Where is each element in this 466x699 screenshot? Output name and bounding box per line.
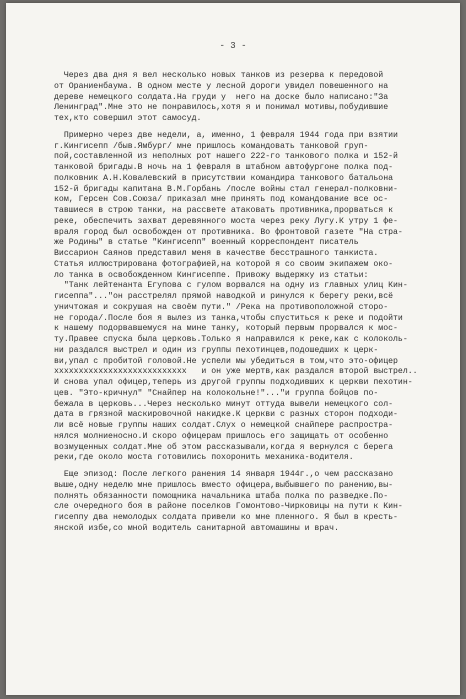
text-line: ком, Герсен Сов.Союза/ приказал мне принять под командование все ос- — [54, 195, 389, 205]
text-line: сле очередного боя в районе поселков Гомонтово-Чирковицы на пути к Кин- — [54, 502, 403, 512]
text-line: И снова упал офицер,теперь из другой группы подходивших к церкви пехотин- — [54, 378, 413, 387]
text-line: танковой бригады.В ночь на 1 февраля в штабном автофургоне полка под- — [54, 163, 394, 172]
text-line: янской избе,со мной водитель санитарной автомашины и врач. — [54, 523, 339, 533]
text-line: "Танк лейтенанта Егупова с гулом ворвался на одну из главных улиц Кин- — [54, 281, 408, 291]
text-line: тех,кто совершил этот самосуд. — [54, 114, 202, 123]
text-line: ни раздался выстрел и один из группы пехотинцев,подошедших к церк- — [54, 345, 379, 355]
text-line: гисеппа"..."он расстрелял прямой наводкой и ринулся к берегу реки,всё — [54, 292, 394, 301]
text-line: полковник А.Н.Ковалевский в присутствии командира танкового батальона — [54, 173, 394, 183]
text-line: ли всё новые группы наших солдат.Слух о немецкой снайпере распростра- — [54, 421, 394, 430]
text-line: тавшиеся в строю танки, на рассвете атаковать противника,прорваться к — [54, 206, 394, 215]
text-line: ви,упал с пробитой головой.Не успели мы убедиться в том,что это-офицер — [54, 356, 398, 366]
text-line: Еще эпизод: После легкого ранения 14 января 1944г.,о чем рассказано — [54, 470, 394, 479]
text-line: реки,где около моста готовились похоронить механика-водителя. — [54, 453, 354, 463]
paragraph — [54, 470, 452, 535]
page-number: - 3 - — [219, 41, 247, 51]
text-line: Примерно через две недели, а, именно, 1 февраля 1944 года при взятии — [54, 130, 398, 140]
text-line: враля город был освобожден от противника. Во фронтовой газете "На стра- — [54, 227, 403, 237]
text-line: не города/.После боя я вылез из танка,чтобы спуститься к реке и подойти — [54, 313, 403, 323]
text-line: же Родины" в статье "Кингисепп" военный корреспондент писатель — [54, 238, 359, 248]
text-line: Ленинград".Мне это не понравилось,хотя я и понимал мотивы,побудившие — [54, 103, 389, 113]
text-line: цев. "Это-кричнул" "Снайпер на колокольне!"..."и группа бойцов по- — [54, 388, 379, 398]
paragraph — [54, 131, 452, 464]
text-line: уничтожая и сокрушая на своём пути." /Река на противоположной сторо- — [54, 302, 389, 312]
text-line: возмущенных солдат.Мне об этом рассказывали,когда я вернулся с берега — [54, 442, 394, 452]
text-line: гисеппу два немолодых солдата привели ко мне пленного. Я был в кресть- — [54, 513, 398, 522]
text-line: ло танка в освобожденном Кингисеппе. Привожу выдержку из статьи: — [54, 270, 369, 280]
text-line: Статья иллюстрирована фотографией,на которой я со своим экипажем око- — [54, 259, 394, 269]
text-line: дата в грязной маскировочной накидке.К церкви с разных сторон подходи- — [54, 410, 398, 420]
text-line: к нашему подорвавшемуся на мине танку, который первым прорвался к мос- — [54, 324, 398, 334]
document-body — [54, 71, 452, 535]
text-line: ту.Правее спуска была церковь.Только я направился к реке,как с колоколь- — [54, 335, 408, 344]
text-line: 152-й бригады капитана В.М.Горбань /после войны стал генерал-полковни- — [54, 184, 398, 194]
text-line: пой,составленной из неполных рот нашего 222-го танкового полка и 152-й — [54, 152, 398, 162]
text-line: Виссарион Саянов представил меня в качестве бесстрашного танкиста. — [54, 249, 379, 258]
text-line: выше,одну неделю мне пришлось вместо офицера,выбывшего по ранению,вы- — [54, 480, 394, 490]
text-line: от Ораниенбаума. В одном месте у лесной дороги увидел повешенного на — [54, 81, 389, 91]
text-line: полнять обязанности помощника начальника штаба полка по разведке.По- — [54, 491, 389, 501]
text-line: бежала в церковь...Через несколько минут оттуда вывели немецкого сол- — [54, 399, 394, 409]
document-page — [6, 3, 460, 695]
text-line: дереве немецкого солдата.На груди у него на доске было написано:"За — [54, 92, 389, 102]
text-line: нялся молниеносно.И скоро офицерам пришлось его защищать от особенно — [54, 431, 389, 441]
text-line: xxxxxxxxxxxxxxxxxxxxxxxxxxx и он уже мертв,как раздался второй выстрел.. — [54, 367, 418, 377]
text-line: г.Кингисепп /быв.Ямбург/ мне пришлось командовать танковой груп- — [54, 141, 369, 151]
paragraph — [54, 71, 452, 125]
text-line: реке, обеспечить захват деревянного моста через реку Лугу.К утру 1 фе- — [54, 216, 398, 226]
text-line: Через два дня я вел несколько новых танков из резерва к передовой — [54, 71, 384, 80]
